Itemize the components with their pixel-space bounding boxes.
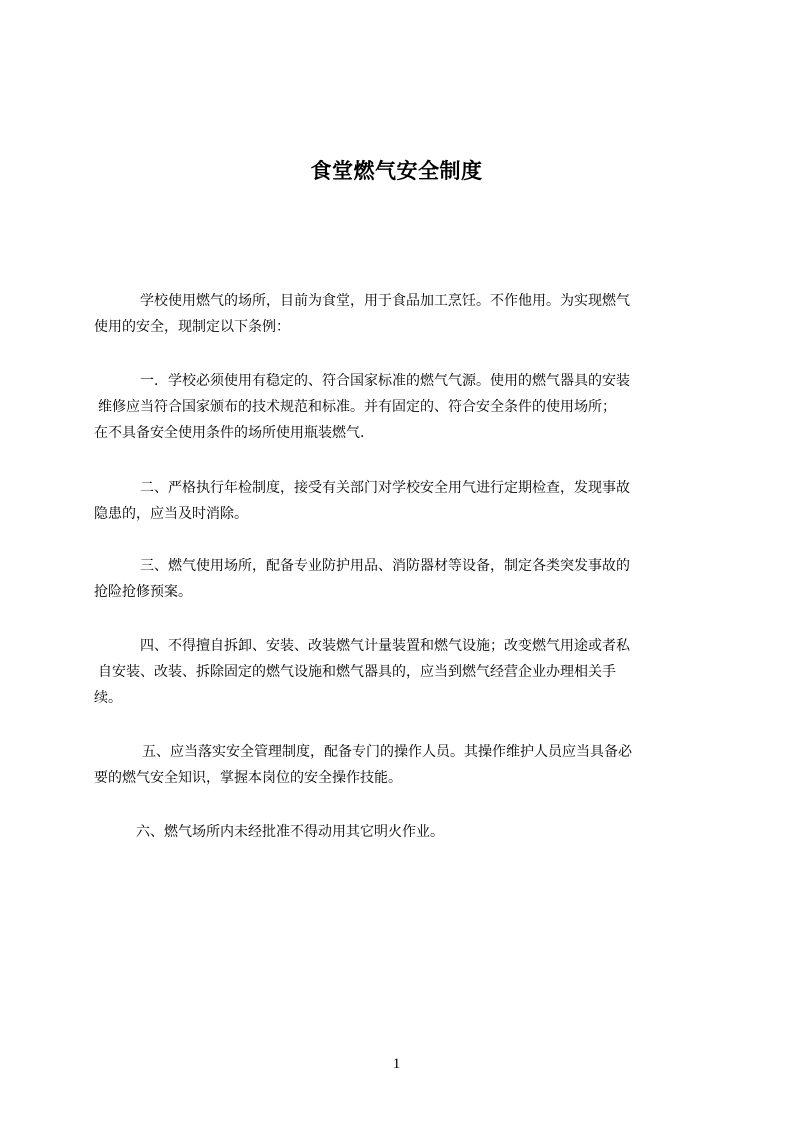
clause-1-line-2: 维修应当符合国家颁布的技术规范和标准。并有固定的、符合安全条件的使用场所； [98,399,616,415]
page-number: 1 [392,1056,401,1072]
clause-3-paragraph [94,553,704,605]
clause-1-line-3: 在不具备安全使用条件的场所使用瓶装燃气. [94,425,365,441]
clause-4-line-3: 续。 [94,690,122,706]
clause-2-line-2: 隐患的，应当及时消除。 [94,506,248,522]
clause-3-line-1: 三、燃气使用场所，配备专业防护用品、消防器材等设备，制定各类突发事故的 [140,558,630,574]
intro-paragraph [94,288,704,340]
clause-1-line-1: 一．学校必须使用有稳定的、符合国家标准的燃气气源。使用的燃气器具的安装 [140,373,630,389]
clause-5-line-2: 要的燃气安全知识，掌握本岗位的安全操作技能。 [94,770,402,786]
clause-4-paragraph [94,633,704,711]
clause-4-line-1: 四、不得擅自拆卸、安装、改装燃气计量装置和燃气设施；改变燃气用途或者私 [140,638,630,654]
document-title: 食堂燃气安全制度 [310,159,483,184]
clause-1-paragraph [94,368,704,446]
intro-line-2: 使用的安全，现制定以下条例： [94,319,290,335]
clause-2-line-1: 二、严格执行年检制度，接受有关部门对学校安全用气进行定期检查，发现事故 [140,480,630,496]
clause-5-paragraph [94,739,704,791]
clause-6-paragraph [94,819,704,845]
clause-5-line-1: 五、应当落实安全管理制度，配备专门的操作人员。其操作维护人员应当具备必 [142,744,632,760]
clause-4-line-2: 自安装、改装、拆除固定的燃气设施和燃气器具的，应当到燃气经营企业办理相关手 [98,664,616,680]
intro-line-1: 学校使用燃气的场所，目前为食堂，用于食品加工烹饪。不作他用。为实现燃气 [140,293,630,309]
clause-3-line-2: 抢险抢修预案。 [94,584,192,600]
clause-6-line-1: 六、燃气场所内未经批准不得动用其它明火作业。 [136,824,444,840]
clause-2-paragraph [94,475,704,527]
